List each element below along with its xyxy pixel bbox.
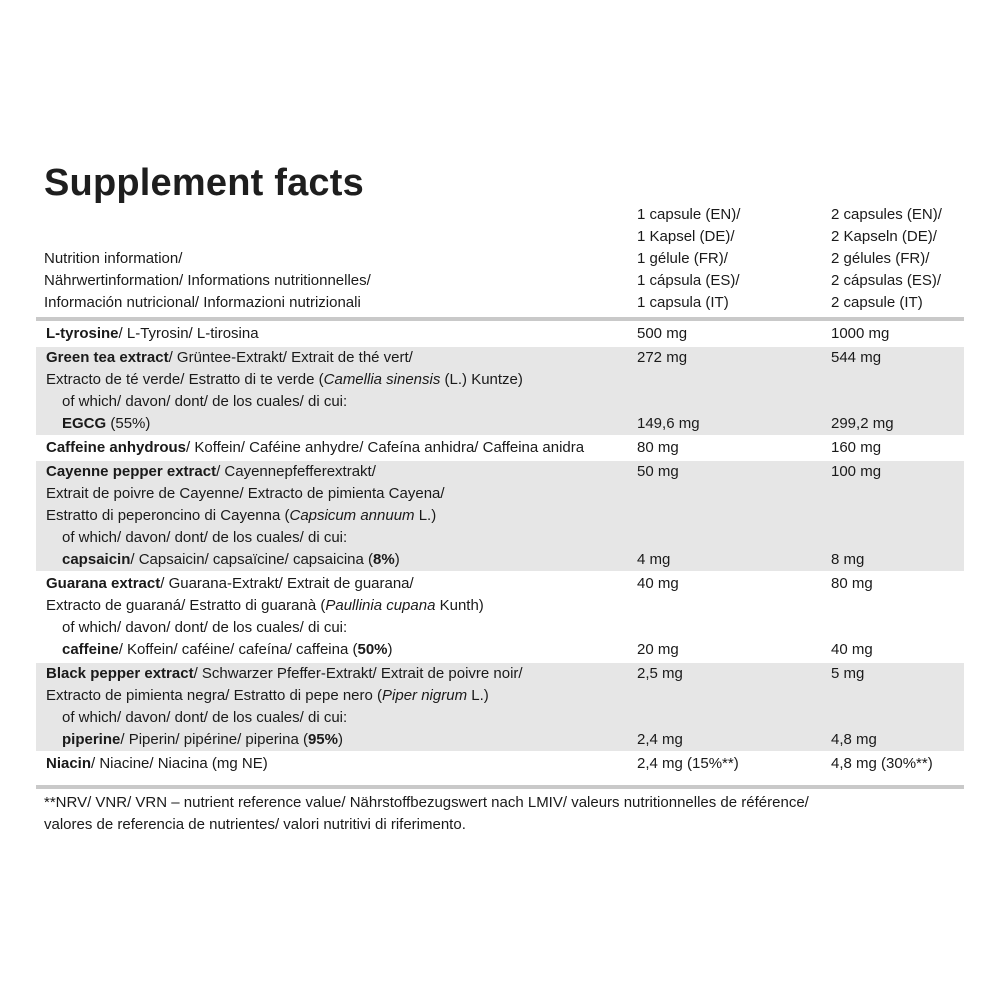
footnote-line: **NRV/ VNR/ VRN – nutrient reference value/ Nährstoffbezugswert nach LMIV/ valeurs nutritionnelles de référence/ xyxy=(44,794,809,811)
header-col1-line: 1 capsula (IT) xyxy=(637,294,729,311)
ingredient-translations: Extracto de guaraná/ Estratto di guaranà ( xyxy=(46,597,326,614)
sub-value-1-capsule: 149,6 mg xyxy=(637,415,700,432)
closing-paren: ) xyxy=(338,731,343,748)
sub-ingredient-name: caffeine xyxy=(62,641,119,658)
sub-ingredient-translations: / Koffein/ caféine/ cafeína/ caffeina ( xyxy=(118,641,358,658)
sub-value-2-capsules: 8 mg xyxy=(831,551,865,568)
table-row-guarana-extract xyxy=(36,571,964,661)
ingredient-translations: Extracto de té verde/ Estratto di te verde ( xyxy=(46,371,324,388)
table-row-cayenne-pepper-extract xyxy=(36,459,964,571)
sub-value-2-capsules: 299,2 mg xyxy=(831,415,894,432)
ingredient-name: Niacin xyxy=(46,755,92,772)
table-top-divider xyxy=(36,317,964,321)
ingredient-translations: / Niacine/ Niacina (mg NE) xyxy=(91,755,268,772)
sub-value-2-capsules: 40 mg xyxy=(831,641,873,658)
botanical-author: (L.) Kuntze) xyxy=(440,371,523,388)
table-row-caffeine-anhydrous xyxy=(36,435,964,459)
value-1-capsule: 500 mg xyxy=(637,325,688,342)
header-col2-line: 2 cápsulas (ES)/ xyxy=(831,272,942,289)
header-col2-line: 2 gélules (FR)/ xyxy=(831,250,930,267)
value-2-capsules: 4,8 mg (30%**) xyxy=(831,755,933,772)
sub-value-1-capsule: 4 mg xyxy=(637,551,671,568)
table-row-green-tea-extract xyxy=(36,345,964,435)
header-col2-line: 2 Kapseln (DE)/ xyxy=(831,228,937,245)
ingredient-translations: / L-Tyrosin/ L-tirosina xyxy=(118,325,259,342)
sub-ingredient-percent: (55%) xyxy=(106,415,151,432)
header-col1-line: 1 capsule (EN)/ xyxy=(637,206,741,223)
of-which-label: of which/ davon/ dont/ de los cuales/ di cui: xyxy=(62,529,348,546)
sub-value-1-capsule: 20 mg xyxy=(637,641,679,658)
sub-ingredient-translations: / Piperin/ pipérine/ piperina ( xyxy=(120,731,308,748)
header-col1-line: 1 cápsula (ES)/ xyxy=(637,272,740,289)
header-col2-line: 2 capsule (IT) xyxy=(831,294,923,311)
closing-paren: ) xyxy=(387,641,393,658)
sub-ingredient-percent: 95% xyxy=(307,731,338,748)
ingredient-name: L-tyrosine xyxy=(46,325,119,342)
table-row-black-pepper-extract xyxy=(36,661,964,751)
value-1-capsule: 272 mg xyxy=(637,349,688,366)
value-1-capsule: 2,5 mg xyxy=(637,665,683,682)
header-col2-line: 2 capsules (EN)/ xyxy=(831,206,942,223)
value-1-capsule: 2,4 mg (15%**) xyxy=(637,755,739,772)
botanical-name: Capsicum annuum xyxy=(289,507,415,524)
header-label-line: Información nutricional/ Informazioni nutrizionali xyxy=(44,294,361,311)
value-1-capsule: 80 mg xyxy=(637,439,679,456)
table-header xyxy=(44,204,964,314)
ingredient-translations: / Grüntee-Extrakt/ Extrait de thé vert/ xyxy=(168,349,413,366)
sub-ingredient-name: EGCG xyxy=(62,415,107,432)
closing-paren: ) xyxy=(394,551,400,568)
sub-ingredient-translations: / Capsaicin/ capsaïcine/ capsaicina ( xyxy=(130,551,373,568)
ingredient-translations: / Koffein/ Caféine anhydre/ Cafeína anhidra/ Caffeina anidra xyxy=(186,439,585,456)
ingredient-name: Caffeine anhydrous xyxy=(46,439,187,456)
one-capsule-column-header xyxy=(637,204,740,314)
botanical-name: Piper nigrum xyxy=(382,687,468,704)
botanical-author: Kunth) xyxy=(435,597,484,614)
ingredient-name: Black pepper extract xyxy=(46,665,194,682)
botanical-author: L.) xyxy=(467,687,489,704)
two-capsules-column-header xyxy=(831,204,942,314)
supplement-facts-table xyxy=(36,323,964,775)
of-which-label: of which/ davon/ dont/ de los cuales/ di cui: xyxy=(62,709,348,726)
table-bottom-divider xyxy=(36,785,964,789)
ingredient-translations: Extrait de poivre de Cayenne/ Extracto de pimienta Cayena/ xyxy=(46,485,445,502)
value-2-capsules: 160 mg xyxy=(831,439,882,456)
table-row-l-tyrosine xyxy=(36,323,964,345)
value-1-capsule: 50 mg xyxy=(637,463,679,480)
header-col1-line: 1 Kapsel (DE)/ xyxy=(637,228,735,245)
ingredient-translations: / Guarana-Extrakt/ Extrait de guarana/ xyxy=(160,575,414,592)
page-title: Supplement facts xyxy=(44,162,364,204)
footnote xyxy=(44,792,809,836)
value-2-capsules: 1000 mg xyxy=(831,325,890,342)
of-which-label: of which/ davon/ dont/ de los cuales/ di cui: xyxy=(62,619,348,636)
header-label-line: Nährwertinformation/ Informations nutritionnelles/ xyxy=(44,272,371,289)
value-1-capsule: 40 mg xyxy=(637,575,679,592)
ingredient-name: Green tea extract xyxy=(46,349,169,366)
ingredient-name: Guarana extract xyxy=(46,575,161,592)
ingredient-translations: Estratto di peperoncino di Cayenna ( xyxy=(46,507,290,524)
table-row-niacin xyxy=(36,751,964,775)
value-2-capsules: 80 mg xyxy=(831,575,873,592)
ingredient-translations: / Schwarzer Pfeffer-Extrakt/ Extrait de poivre noir/ xyxy=(193,665,523,682)
nutrition-info-label xyxy=(44,248,371,314)
sub-ingredient-percent: 50% xyxy=(357,641,388,658)
botanical-name: Paullinia cupana xyxy=(325,597,436,614)
ingredient-translations: Extracto de pimienta negra/ Estratto di pepe nero ( xyxy=(46,687,383,704)
sub-ingredient-name: capsaicin xyxy=(62,551,131,568)
value-2-capsules: 5 mg xyxy=(831,665,865,682)
ingredient-name: Cayenne pepper extract xyxy=(46,463,217,480)
value-2-capsules: 100 mg xyxy=(831,463,882,480)
of-which-label: of which/ davon/ dont/ de los cuales/ di cui: xyxy=(62,393,348,410)
sub-value-1-capsule: 2,4 mg xyxy=(637,731,683,748)
sub-ingredient-percent: 8% xyxy=(373,551,395,568)
sub-value-2-capsules: 4,8 mg xyxy=(831,731,877,748)
footnote-line: valores de referencia de nutrientes/ valori nutritivi di riferimento. xyxy=(44,816,466,833)
value-2-capsules: 544 mg xyxy=(831,349,882,366)
header-label-line: Nutrition information/ xyxy=(44,250,183,267)
botanical-author: L.) xyxy=(414,507,437,524)
ingredient-translations: / Cayennepfefferextrakt/ xyxy=(216,463,376,480)
header-col1-line: 1 gélule (FR)/ xyxy=(637,250,728,267)
sub-ingredient-name: piperine xyxy=(62,731,121,748)
botanical-name: Camellia sinensis xyxy=(323,371,441,388)
